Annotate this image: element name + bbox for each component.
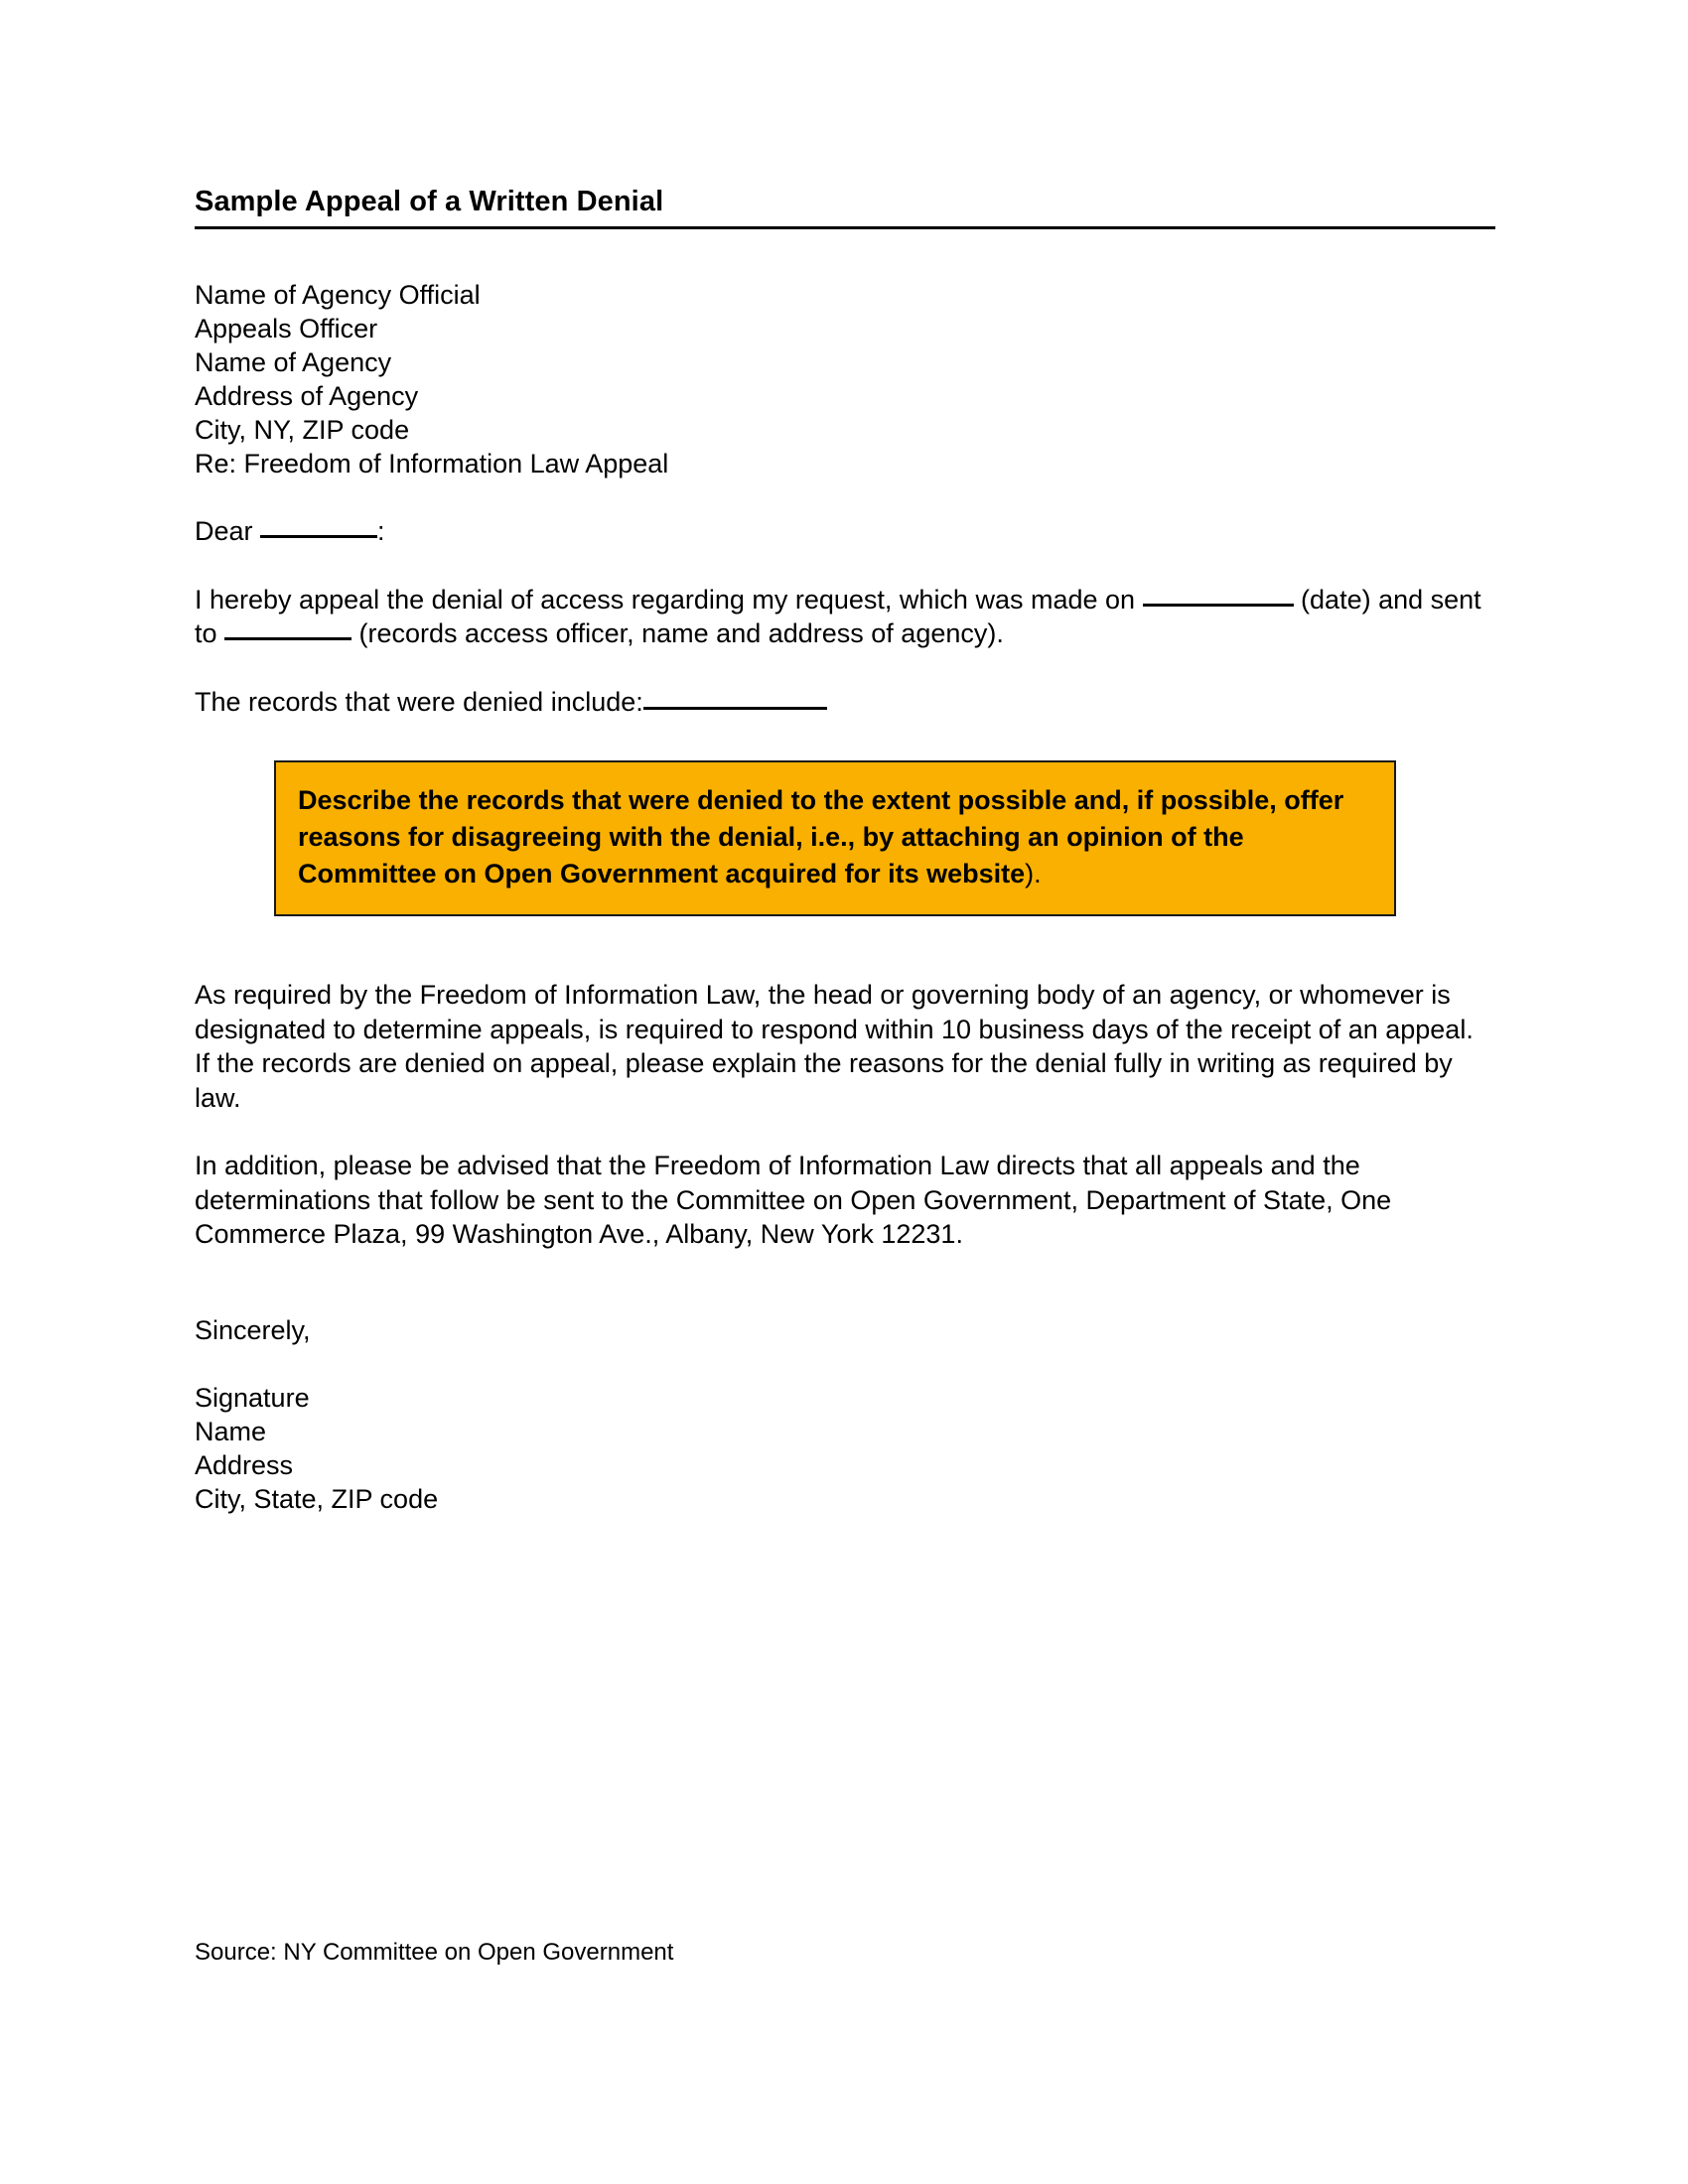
callout-container: [195, 719, 1495, 916]
recipient-line: Appeals Officer: [195, 314, 378, 343]
instruction-callout: [274, 760, 1396, 916]
recipient-subject-line: Re: Freedom of Information Law Appeal: [195, 449, 669, 478]
recipient-line: Name of Agency: [195, 347, 392, 377]
spacer: [195, 240, 1495, 278]
appeal-text-part2: (date) and sent to: [195, 584, 1481, 648]
recipient-line: City, NY, ZIP code: [195, 415, 410, 445]
recipient-line: Name of Agency Official: [195, 280, 481, 310]
records-denied-line: [195, 685, 1495, 720]
salutation-suffix: :: [377, 516, 385, 546]
page-title: Sample Appeal of a Written Denial: [195, 186, 664, 217]
spacer: [195, 549, 1495, 583]
appeal-paragraph: [195, 583, 1495, 651]
records-denied-blank[interactable]: [643, 689, 827, 710]
spacer: [195, 480, 1495, 514]
body-paragraph: As required by the Freedom of Information Law, the head or governing body of an agency, or whomever is designated to determine appeals, is required to respond within 10 business days of the receipt of an appeal. If the records are denied on appeal, please explain the reasons for the denial fully in writing as required by law.: [195, 980, 1474, 1113]
signature-line: Address: [195, 1450, 294, 1480]
recipient-line: Address of Agency: [195, 381, 419, 411]
salutation: [195, 514, 1495, 549]
spacer: [195, 1115, 1495, 1149]
spacer: [195, 651, 1495, 685]
date-blank[interactable]: [1143, 586, 1294, 607]
signature-block: [195, 1381, 1495, 1516]
signature-line: Signature: [195, 1383, 310, 1413]
recipient-address-block: [195, 278, 1495, 480]
callout-bold-text: Describe the records that were denied to the extent possible and, if possible, offer reasons for disagreeing with the denial, i.e., by attaching an opinion of the Committee on Open Government acquired for its website: [298, 785, 1344, 888]
signature-line: City, State, ZIP code: [195, 1484, 439, 1514]
sent-to-blank[interactable]: [224, 619, 352, 640]
callout-tail-text: ).: [1025, 859, 1042, 888]
body-paragraph: In addition, please be advised that the Freedom of Information Law directs that all appeals and the determinations that follow be sent to the Committee on Open Government, Department of State, One Commerce Plaza, 99 Washington Ave., Albany, New York 12231.: [195, 1151, 1392, 1249]
salutation-blank[interactable]: [260, 517, 377, 538]
spacer: [195, 1252, 1495, 1313]
signature-line: Name: [195, 1417, 267, 1446]
records-denied-label: The records that were denied include:: [195, 686, 643, 717]
appeal-text-part1: I hereby appeal the denial of access regarding my request, which was made on: [195, 584, 1143, 614]
appeal-text-part3: (records access officer, name and address of agency).: [352, 618, 1004, 648]
closing-salutation: Sincerely,: [195, 1314, 311, 1345]
spacer: [195, 916, 1495, 978]
salutation-prefix: Dear: [195, 516, 261, 546]
letter-body: [195, 185, 1495, 1516]
title-section: [195, 185, 1495, 240]
spacer: [195, 1347, 1495, 1381]
title-divider: [195, 226, 1495, 229]
source-footer: Source: NY Committee on Open Government: [195, 1939, 674, 1966]
